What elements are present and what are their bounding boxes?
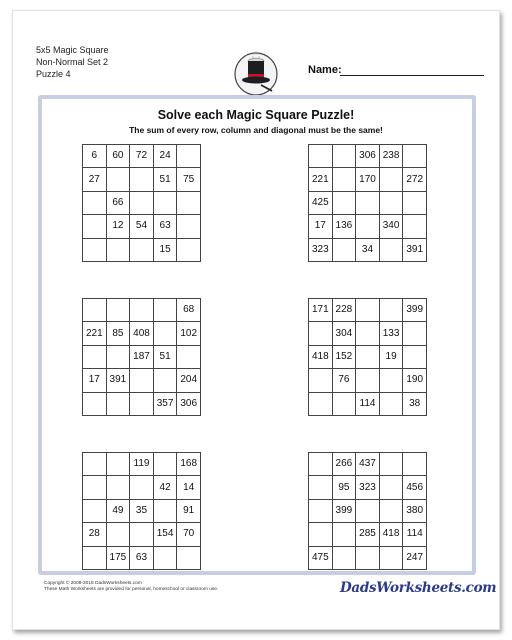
grid-cell: 323: [356, 476, 380, 499]
grid-row: [309, 546, 427, 569]
grid-cell[interactable]: [83, 238, 107, 261]
grid-cell: 221: [309, 168, 333, 191]
grid-cell: 399: [332, 499, 356, 522]
grid-cell[interactable]: [106, 168, 130, 191]
grid-cell: 51: [153, 345, 177, 368]
grid-cell[interactable]: [332, 392, 356, 415]
grid-cell: 418: [309, 345, 333, 368]
grid-cell[interactable]: [403, 453, 427, 476]
grid-cell: 171: [309, 299, 333, 322]
grid-cell[interactable]: [106, 299, 130, 322]
grid-row: [83, 499, 201, 522]
grid-cell: 85: [106, 322, 130, 345]
page-title: Solve each Magic Square Puzzle!: [157, 108, 355, 122]
grid-cell[interactable]: [153, 546, 177, 569]
grid-row: [83, 215, 201, 238]
grid-cell[interactable]: [83, 392, 107, 415]
grid-cell: 91: [177, 499, 201, 522]
grid-cell: 6: [83, 145, 107, 168]
grid-cell[interactable]: [309, 145, 333, 168]
grid-cell[interactable]: [356, 215, 380, 238]
grid-cell[interactable]: [106, 238, 130, 261]
grid-cell[interactable]: [356, 345, 380, 368]
grid-cell: 380: [403, 499, 427, 522]
grid-row: [83, 345, 201, 368]
grid-cell: 35: [130, 499, 154, 522]
grid-cell[interactable]: [130, 168, 154, 191]
grid-row: [309, 453, 427, 476]
grid-row: [83, 453, 201, 476]
grid-cell[interactable]: [403, 322, 427, 345]
grid-cell: 340: [379, 215, 403, 238]
grid-cell: 238: [379, 145, 403, 168]
grid-cell[interactable]: [332, 191, 356, 214]
grid-cell[interactable]: [309, 499, 333, 522]
grid-cell[interactable]: [83, 499, 107, 522]
grid-cell[interactable]: [379, 499, 403, 522]
grid-cell: 95: [332, 476, 356, 499]
grid-cell[interactable]: [356, 369, 380, 392]
footer-text: [44, 581, 218, 593]
grid-cell[interactable]: [332, 238, 356, 261]
grid-cell[interactable]: [130, 191, 154, 214]
grid-row: [309, 299, 427, 322]
grid-cell[interactable]: [309, 476, 333, 499]
grid-cell[interactable]: [379, 546, 403, 569]
grid-cell: 14: [177, 476, 201, 499]
grid-cell[interactable]: [332, 168, 356, 191]
grid-cell: 357: [153, 392, 177, 415]
grid-cell: 70: [177, 523, 201, 546]
grid-cell: 154: [153, 523, 177, 546]
grid-cell: 272: [403, 168, 427, 191]
grid-cell: 76: [332, 369, 356, 392]
worksheet-set: Non-Normal Set 2: [36, 57, 109, 67]
magic-square-5: [82, 452, 201, 570]
grid-cell[interactable]: [403, 345, 427, 368]
grid-cell: 12: [106, 215, 130, 238]
grid-cell: 221: [83, 322, 107, 345]
name-field[interactable]: [340, 75, 484, 76]
grid-row: [309, 499, 427, 522]
grid-cell: 19: [379, 345, 403, 368]
grid-row: [83, 238, 201, 261]
magic-square-3: [82, 298, 201, 416]
name-label: Name:: [308, 64, 342, 76]
grid-cell[interactable]: [177, 191, 201, 214]
grid-cell[interactable]: [309, 369, 333, 392]
grid-cell[interactable]: [153, 499, 177, 522]
grid-cell: 456: [403, 476, 427, 499]
grid-cell[interactable]: [177, 215, 201, 238]
grid-cell[interactable]: [106, 453, 130, 476]
grid-cell[interactable]: [83, 345, 107, 368]
grid-cell[interactable]: [403, 145, 427, 168]
grid-cell: 24: [153, 145, 177, 168]
grid-row: [309, 215, 427, 238]
grid-cell[interactable]: [83, 476, 107, 499]
grid-cell: 187: [130, 345, 154, 368]
grid-row: [309, 523, 427, 546]
grid-row: [83, 322, 201, 345]
grid-cell[interactable]: [356, 546, 380, 569]
grid-cell[interactable]: [379, 476, 403, 499]
worksheet-type: 5x5 Magic Square: [36, 45, 109, 55]
grid-row: [83, 191, 201, 214]
grid-cell[interactable]: [379, 299, 403, 322]
grid-cell: 42: [153, 476, 177, 499]
grid-cell[interactable]: [83, 215, 107, 238]
grid-row: [83, 369, 201, 392]
grid-cell[interactable]: [106, 523, 130, 546]
grid-cell[interactable]: [356, 299, 380, 322]
grid-cell[interactable]: [356, 322, 380, 345]
grid-cell: 60: [106, 145, 130, 168]
grid-cell[interactable]: [379, 369, 403, 392]
grid-cell: 323: [309, 238, 333, 261]
grid-cell: 17: [309, 215, 333, 238]
grid-cell[interactable]: [332, 546, 356, 569]
worksheet-info: [36, 44, 109, 80]
grid-cell[interactable]: [130, 392, 154, 415]
grid-cell: 475: [309, 546, 333, 569]
grid-cell[interactable]: [403, 215, 427, 238]
grid-cell[interactable]: [130, 523, 154, 546]
grid-cell: 204: [177, 369, 201, 392]
grid-cell[interactable]: [153, 453, 177, 476]
grid-cell: 136: [332, 215, 356, 238]
grid-row: [83, 476, 201, 499]
grid-row: [83, 168, 201, 191]
grid-cell[interactable]: [153, 369, 177, 392]
grid-cell[interactable]: [130, 299, 154, 322]
magic-hat-icon: [234, 49, 278, 99]
grid-cell: 391: [106, 369, 130, 392]
grid-cell: 175: [106, 546, 130, 569]
magic-square-4: [308, 298, 427, 416]
grid-cell: 425: [309, 191, 333, 214]
grid-row: [309, 191, 427, 214]
grid-cell[interactable]: [309, 453, 333, 476]
grid-row: [309, 168, 427, 191]
grid-cell: 75: [177, 168, 201, 191]
grid-cell[interactable]: [403, 191, 427, 214]
grid-cell: 17: [83, 369, 107, 392]
grid-row: [83, 546, 201, 569]
grid-cell: 285: [356, 523, 380, 546]
grid-cell[interactable]: [356, 499, 380, 522]
grid-cell[interactable]: [379, 191, 403, 214]
grid-cell[interactable]: [130, 369, 154, 392]
grid-cell[interactable]: [83, 546, 107, 569]
copyright-text: Copyright © 2008-2018 DadsWorksheets.com: [44, 581, 142, 586]
grid-cell: 408: [130, 322, 154, 345]
grid-cell[interactable]: [177, 546, 201, 569]
grid-cell: 72: [130, 145, 154, 168]
grid-cell[interactable]: [83, 191, 107, 214]
grid-cell: 437: [356, 453, 380, 476]
grid-cell: 170: [356, 168, 380, 191]
grid-cell: 114: [356, 392, 380, 415]
grid-cell[interactable]: [379, 392, 403, 415]
grid-row: [83, 145, 201, 168]
grid-cell[interactable]: [177, 345, 201, 368]
grid-cell[interactable]: [379, 453, 403, 476]
grid-cell: 228: [332, 299, 356, 322]
grid-cell: 306: [356, 145, 380, 168]
grid-cell: 66: [106, 191, 130, 214]
puzzle-number: Puzzle 4: [36, 69, 71, 79]
grid-cell[interactable]: [356, 191, 380, 214]
grid-cell[interactable]: [130, 476, 154, 499]
grid-row: [309, 238, 427, 261]
grid-cell: 418: [379, 523, 403, 546]
grid-cell[interactable]: [130, 238, 154, 261]
grid-cell[interactable]: [379, 238, 403, 261]
magic-square-2: [308, 144, 427, 262]
grid-cell: 114: [403, 523, 427, 546]
grid-cell: 15: [153, 238, 177, 261]
grid-cell: 38: [403, 392, 427, 415]
grid-row: [309, 345, 427, 368]
grid-cell[interactable]: [153, 322, 177, 345]
grid-row: [83, 523, 201, 546]
grid-cell: 49: [106, 499, 130, 522]
grid-cell: 133: [379, 322, 403, 345]
grid-cell: 34: [356, 238, 380, 261]
grid-cell: 119: [130, 453, 154, 476]
grid-cell[interactable]: [309, 392, 333, 415]
grid-row: [309, 369, 427, 392]
grid-cell: 399: [403, 299, 427, 322]
grid-cell: 63: [153, 215, 177, 238]
grid-cell: 391: [403, 238, 427, 261]
grid-cell[interactable]: [177, 145, 201, 168]
grid-cell[interactable]: [309, 322, 333, 345]
grid-cell: 51: [153, 168, 177, 191]
grid-cell: 152: [332, 345, 356, 368]
grid-cell: 266: [332, 453, 356, 476]
grid-cell[interactable]: [106, 392, 130, 415]
grid-cell: 63: [130, 546, 154, 569]
grid-cell: 28: [83, 523, 107, 546]
brand-logo: DadsWorksheets.com: [340, 580, 497, 596]
grid-cell[interactable]: [153, 191, 177, 214]
grid-cell: 168: [177, 453, 201, 476]
grid-cell: 190: [403, 369, 427, 392]
grid-cell[interactable]: [177, 238, 201, 261]
grid-cell[interactable]: [153, 299, 177, 322]
grid-cell[interactable]: [106, 345, 130, 368]
grid-cell[interactable]: [83, 453, 107, 476]
grid-cell[interactable]: [379, 168, 403, 191]
grid-row: [83, 392, 201, 415]
grid-cell[interactable]: [106, 476, 130, 499]
grid-cell: 54: [130, 215, 154, 238]
grid-cell: 102: [177, 322, 201, 345]
grid-cell[interactable]: [332, 145, 356, 168]
grid-cell: 306: [177, 392, 201, 415]
grid-cell: 304: [332, 322, 356, 345]
grid-row: [309, 145, 427, 168]
grid-cell[interactable]: [332, 523, 356, 546]
grid-cell[interactable]: [83, 299, 107, 322]
grid-row: [309, 392, 427, 415]
grid-row: [309, 476, 427, 499]
grid-cell[interactable]: [309, 523, 333, 546]
usage-note: These Math Worksheets are provided for personal, homeschool or classroom use.: [44, 587, 219, 592]
grid-row: [309, 322, 427, 345]
grid-row: [83, 299, 201, 322]
grid-cell: 247: [403, 546, 427, 569]
grid-cell: 27: [83, 168, 107, 191]
page-subtitle: The sum of every row, column and diagonal must be the same!: [129, 125, 383, 135]
grid-cell: 68: [177, 299, 201, 322]
magic-square-6: [308, 452, 427, 570]
magic-square-1: [82, 144, 201, 262]
